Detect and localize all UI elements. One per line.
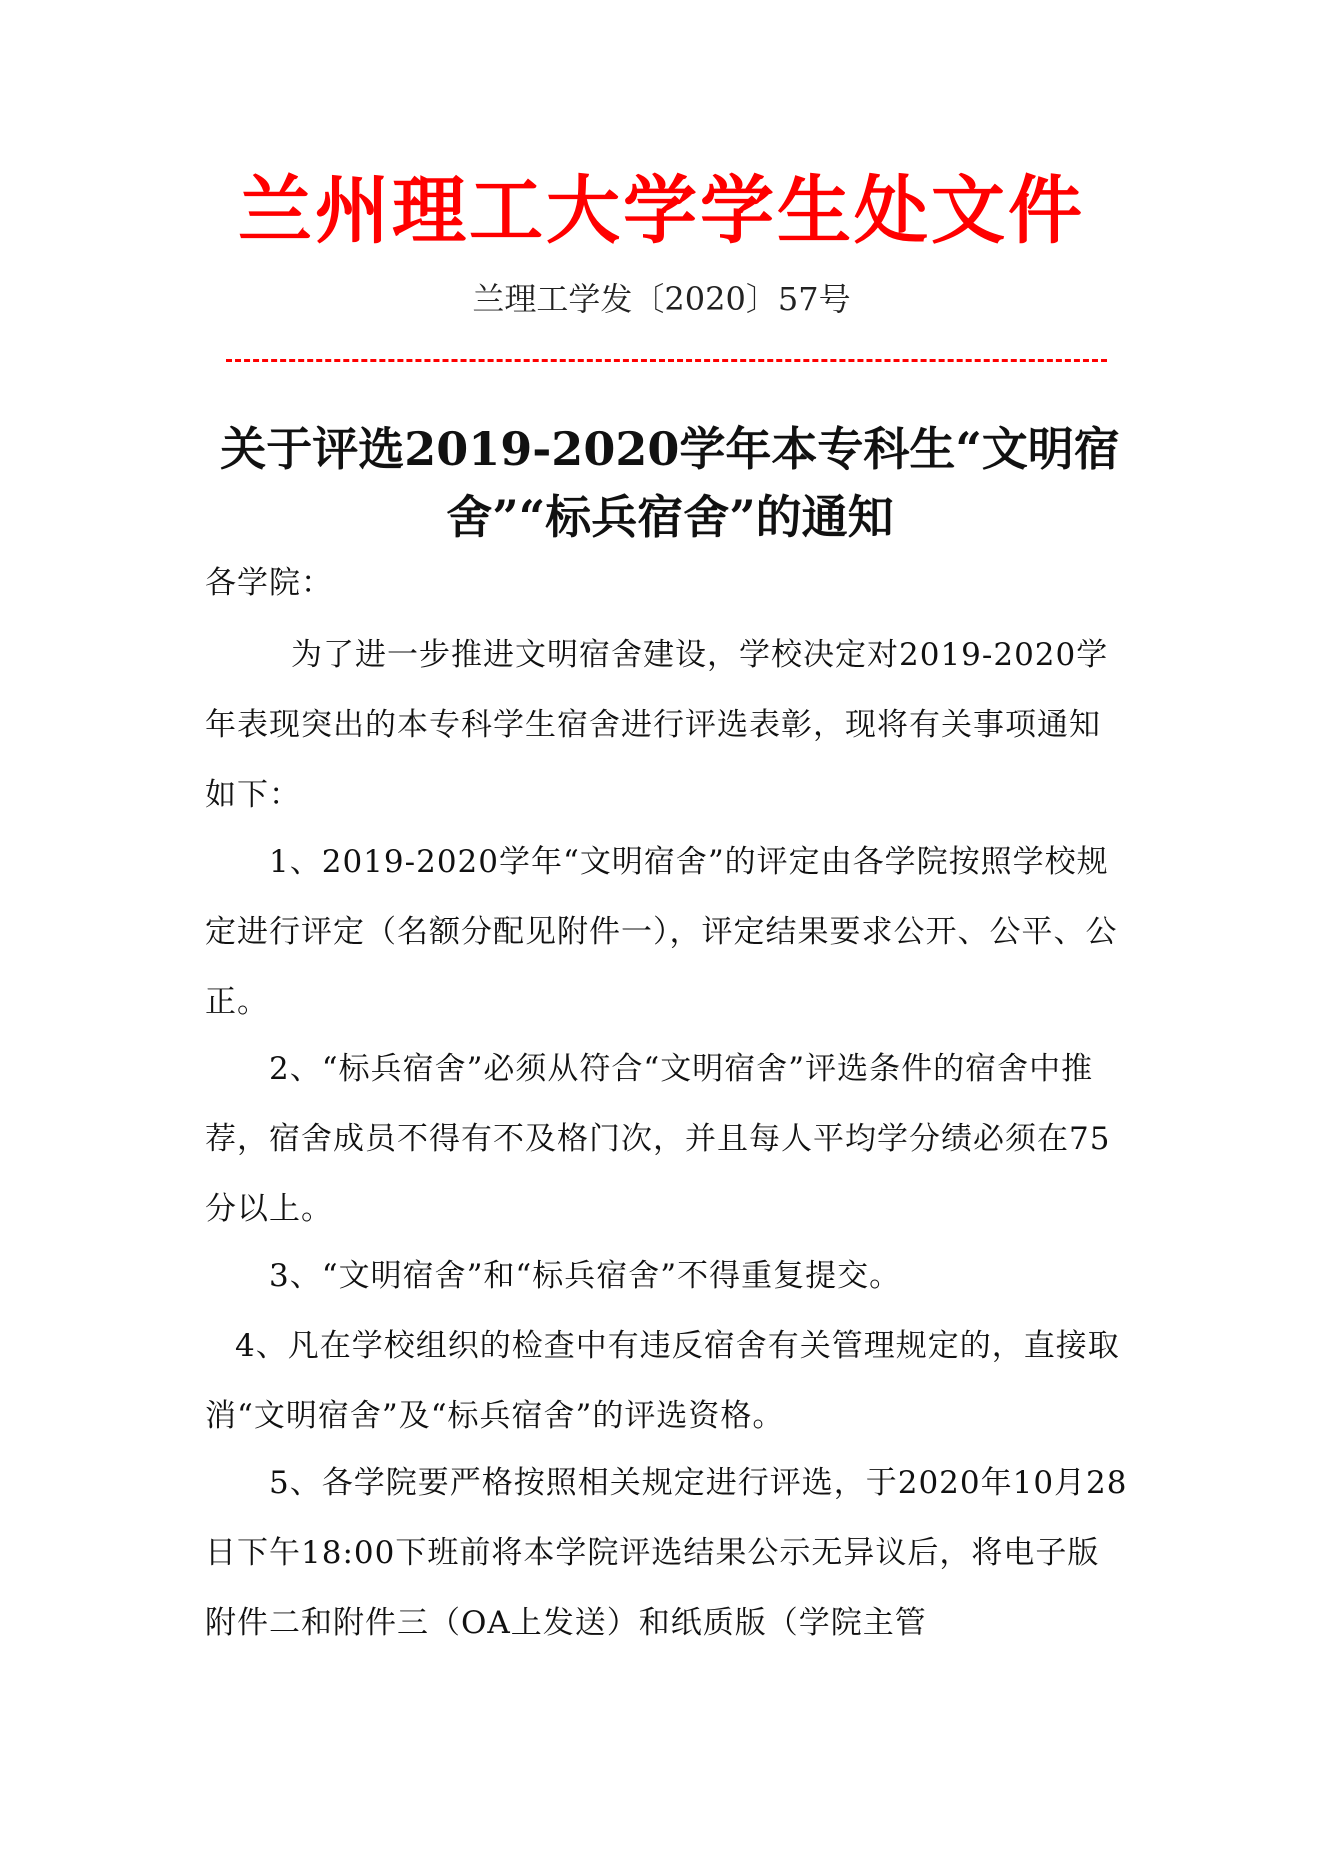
intro-paragraph: 为了进一步推进文明宿舍建设，学校决定对2019-2020学年表现突出的本专科学生宿舍进行评选表彰，现将有关事项通知如下：	[205, 637, 1109, 813]
notice-item-5: 5、各学院要严格按照相关规定进行评选，于2020年10月28日下午18:00下班前将本学院评选结果公示无异议后，将电子版附件二和附件三（OA上发送）和纸质版（学院主管	[205, 1465, 1128, 1641]
notice-title: 关于评选2019-2020学年本专科生“文明宿舍”“标兵宿舍”的通知	[220, 422, 1120, 544]
notice-item-3: 3、“文明宿舍”和“标兵宿舍”不得重复提交。	[269, 1258, 902, 1294]
notice-item-4: 4、凡在学校组织的检查中有违反宿舍有关管理规定的，直接取消“文明宿舍”及“标兵宿舍”的评选资格。	[205, 1328, 1120, 1434]
notice-item-1: 1、2019-2020学年“文明宿舍”的评定由各学院按照学校规定进行评定（名额分配见附件一），评定结果要求公开、公平、公正。	[205, 844, 1118, 1020]
salutation: 各学院：	[205, 565, 333, 601]
document-number: 兰理工学发〔2020〕57号	[472, 280, 851, 318]
notice-item-2: 2、“标兵宿舍”必须从符合“文明宿舍”评选条件的宿舍中推荐，宿舍成员不得有不及格门次，并且每人平均学分绩必须在75分以上。	[205, 1051, 1111, 1227]
red-dashed-divider	[226, 359, 1107, 362]
document-header: 兰州理工大学学生处文件	[238, 168, 1085, 254]
